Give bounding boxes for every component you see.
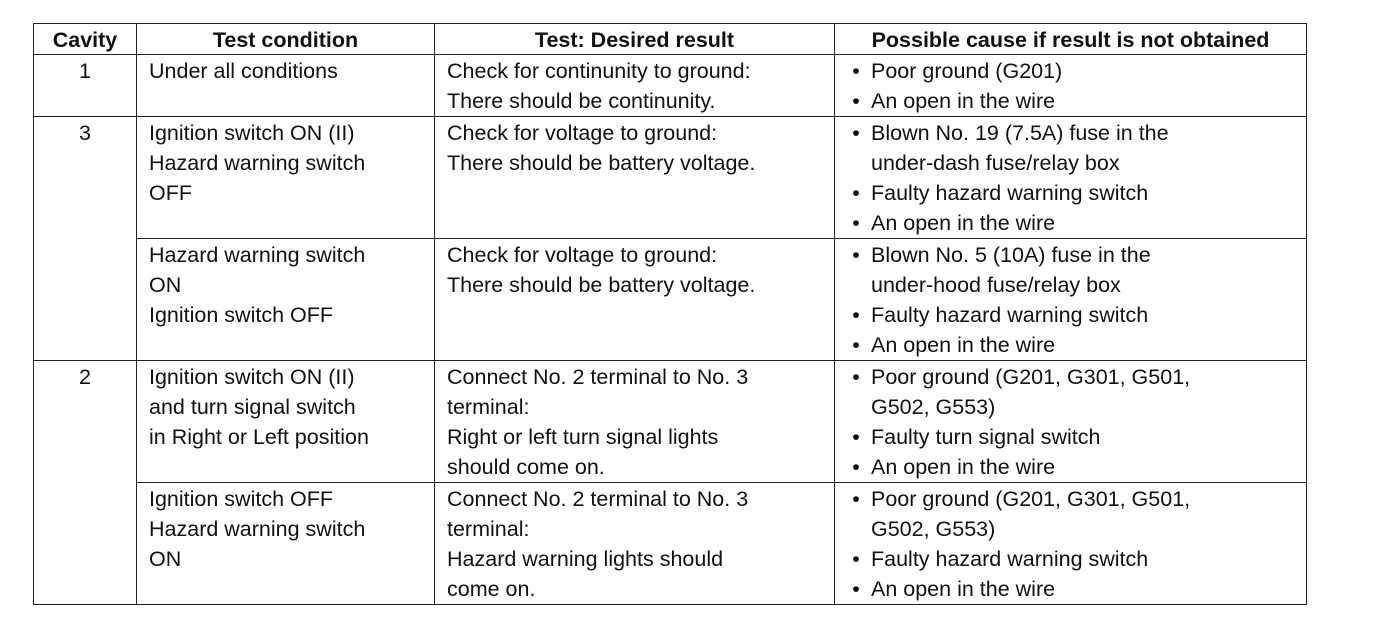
condition-line: ON xyxy=(149,547,182,571)
result-line: terminal: xyxy=(447,517,530,541)
condition-line: Ignition switch OFF xyxy=(149,303,333,327)
test-condition-cell xyxy=(137,483,435,605)
result-line: There should be battery voltage. xyxy=(447,151,756,175)
possible-cause-cell xyxy=(835,117,1307,239)
table-row xyxy=(34,55,1307,117)
table-row xyxy=(34,361,1307,483)
cause-line: Faulty turn signal switch xyxy=(871,425,1101,449)
condition-line: Hazard warning switch xyxy=(149,517,366,541)
bullet-icon: • xyxy=(852,59,860,83)
cause-line: Faulty hazard warning switch xyxy=(871,303,1149,327)
bullet-icon: • xyxy=(852,577,860,601)
test-condition-cell xyxy=(137,361,435,483)
result-line: Check for voltage to ground: xyxy=(447,243,718,267)
cause-line: An open in the wire xyxy=(871,577,1056,601)
cause-item xyxy=(849,56,1300,86)
result-line: Check for voltage to ground: xyxy=(447,121,718,145)
condition-line: Hazard warning switch xyxy=(149,151,366,175)
possible-cause-cell xyxy=(835,239,1307,361)
cause-item xyxy=(849,208,1300,238)
bullet-icon: • xyxy=(852,89,860,113)
test-condition-cell xyxy=(137,55,435,117)
table-header-row xyxy=(34,24,1307,55)
cause-item xyxy=(849,574,1300,604)
cause-line: Poor ground (G201) xyxy=(871,59,1063,83)
cause-line: Blown No. 19 (7.5A) fuse in the xyxy=(871,121,1169,145)
bullet-icon: • xyxy=(852,425,860,449)
bullet-icon: • xyxy=(852,455,860,479)
result-line: terminal: xyxy=(447,395,530,419)
cause-line: An open in the wire xyxy=(871,211,1056,235)
result-line: Connect No. 2 terminal to No. 3 xyxy=(447,365,749,389)
cause-line: An open in the wire xyxy=(871,333,1056,357)
condition-line: in Right or Left position xyxy=(149,425,369,449)
bullet-icon: • xyxy=(852,211,860,235)
result-line: There should be battery voltage. xyxy=(447,273,756,297)
test-condition-cell xyxy=(137,117,435,239)
cavity-cell: 1 xyxy=(34,55,137,117)
desired-result-cell xyxy=(435,361,835,483)
possible-cause-cell xyxy=(835,483,1307,605)
result-line: come on. xyxy=(447,577,536,601)
header-possible-cause: Possible cause if result is not obtained xyxy=(835,24,1307,55)
cause-item xyxy=(849,300,1300,330)
cause-line: G502, G553) xyxy=(871,517,996,541)
condition-line: Under all conditions xyxy=(149,59,338,83)
table-row xyxy=(34,117,1307,239)
bullet-icon: • xyxy=(852,487,860,511)
cause-item xyxy=(849,422,1300,452)
cause-line: Faulty hazard warning switch xyxy=(871,181,1149,205)
cause-line: Poor ground (G201, G301, G501, xyxy=(871,487,1191,511)
condition-line: Ignition switch OFF xyxy=(149,487,333,511)
result-line: Hazard warning lights should xyxy=(447,547,724,571)
cavity-cell: 3 xyxy=(34,117,137,361)
cause-line: Poor ground (G201, G301, G501, xyxy=(871,365,1191,389)
condition-line: Hazard warning switch xyxy=(149,243,366,267)
bullet-icon: • xyxy=(852,547,860,571)
cause-item xyxy=(849,240,1300,300)
result-line: Check for continunity to ground: xyxy=(447,59,751,83)
condition-line: OFF xyxy=(149,181,192,205)
desired-result-cell xyxy=(435,239,835,361)
bullet-icon: • xyxy=(852,365,860,389)
cause-item xyxy=(849,330,1300,360)
desired-result-cell xyxy=(435,55,835,117)
desired-result-cell xyxy=(435,117,835,239)
cause-line: under-dash fuse/relay box xyxy=(871,151,1120,175)
possible-cause-cell xyxy=(835,361,1307,483)
test-condition-cell xyxy=(137,239,435,361)
troubleshooting-table xyxy=(33,23,1307,605)
bullet-icon: • xyxy=(852,333,860,357)
cause-item xyxy=(849,118,1300,178)
cause-line: Blown No. 5 (10A) fuse in the xyxy=(871,243,1151,267)
table-body xyxy=(34,55,1307,605)
cause-item xyxy=(849,362,1300,422)
bullet-icon: • xyxy=(852,303,860,327)
cause-item xyxy=(849,484,1300,544)
cause-line: An open in the wire xyxy=(871,89,1056,113)
bullet-icon: • xyxy=(852,181,860,205)
table-row xyxy=(34,239,1307,361)
table-row xyxy=(34,483,1307,605)
result-line: Connect No. 2 terminal to No. 3 xyxy=(447,487,749,511)
possible-cause-cell xyxy=(835,55,1307,117)
condition-line: and turn signal switch xyxy=(149,395,356,419)
condition-line: ON xyxy=(149,273,182,297)
bullet-icon: • xyxy=(852,121,860,145)
cause-item xyxy=(849,86,1300,116)
result-line: should come on. xyxy=(447,455,605,479)
desired-result-cell xyxy=(435,483,835,605)
cause-item xyxy=(849,452,1300,482)
cause-item xyxy=(849,178,1300,208)
bullet-icon: • xyxy=(852,243,860,267)
cavity-cell: 2 xyxy=(34,361,137,605)
header-cavity: Cavity xyxy=(34,24,137,55)
result-line: Right or left turn signal lights xyxy=(447,425,719,449)
cause-item xyxy=(849,544,1300,574)
header-test-condition: Test condition xyxy=(137,24,435,55)
header-desired-result: Test: Desired result xyxy=(435,24,835,55)
condition-line: Ignition switch ON (II) xyxy=(149,365,355,389)
condition-line: Ignition switch ON (II) xyxy=(149,121,355,145)
result-line: There should be continunity. xyxy=(447,89,716,113)
cause-line: An open in the wire xyxy=(871,455,1056,479)
cause-line: under-hood fuse/relay box xyxy=(871,273,1121,297)
cause-line: Faulty hazard warning switch xyxy=(871,547,1149,571)
cause-line: G502, G553) xyxy=(871,395,996,419)
